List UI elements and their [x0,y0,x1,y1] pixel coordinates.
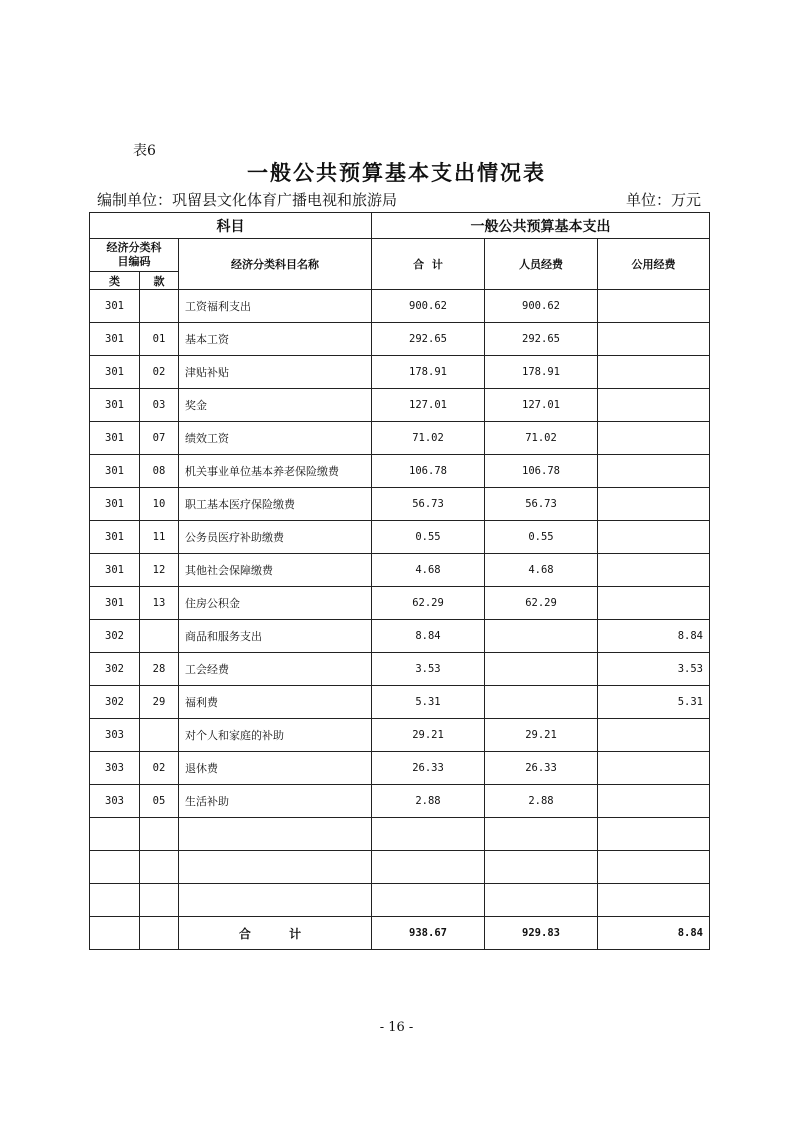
total-personnel: 929.83 [485,917,598,950]
cell-item: 07 [140,422,179,455]
cell-name: 住房公积金 [179,587,372,620]
cell-item [140,851,179,884]
table-row [90,851,710,884]
cell-total: 71.02 [372,422,485,455]
cell-personnel: 127.01 [485,389,598,422]
table-row [90,653,710,686]
cell-public [598,323,710,356]
cell-class: 301 [90,389,140,422]
cell-name: 工资福利支出 [179,290,372,323]
cell-item: 12 [140,554,179,587]
cell-personnel: 178.91 [485,356,598,389]
table-row [90,752,710,785]
cell-class: 302 [90,653,140,686]
cell-item: 28 [140,653,179,686]
header-public: 公用经费 [598,239,710,290]
cell-name: 绩效工资 [179,422,372,455]
page-title: 一般公共预算基本支出情况表 [247,161,546,185]
cell-total [372,818,485,851]
cell-name [179,818,372,851]
cell-class: 303 [90,752,140,785]
table-row [90,455,710,488]
cell-personnel: 4.68 [485,554,598,587]
cell-class: 301 [90,323,140,356]
cell-total: 5.31 [372,686,485,719]
cell-personnel [485,686,598,719]
cell-class: 301 [90,521,140,554]
cell-public: 3.53 [598,653,710,686]
header-econ-code: 经济分类科目编码 [90,239,179,272]
header-budget: 一般公共预算基本支出 [372,213,710,239]
cell-public [598,719,710,752]
cell-name [179,851,372,884]
cell-name: 对个人和家庭的补助 [179,719,372,752]
cell-personnel [485,818,598,851]
header-econ-name: 经济分类科目名称 [179,239,372,290]
table-row [90,422,710,455]
cell-item: 08 [140,455,179,488]
cell-name: 基本工资 [179,323,372,356]
table-row [90,719,710,752]
cell-item [140,884,179,917]
cell-total: 29.21 [372,719,485,752]
cell-public [598,356,710,389]
cell-personnel [485,851,598,884]
cell-public [598,884,710,917]
cell-class: 301 [90,488,140,521]
cell-total: 900.62 [372,290,485,323]
cell-item: 10 [140,488,179,521]
cell-name: 工会经费 [179,653,372,686]
cell-public [598,818,710,851]
cell-item: 01 [140,323,179,356]
cell-total: 56.73 [372,488,485,521]
unit-label: 单位：万元 [625,191,701,209]
cell-personnel: 29.21 [485,719,598,752]
cell-public: 5.31 [598,686,710,719]
cell-class: 301 [90,356,140,389]
unit-line [97,189,701,210]
cell-item: 05 [140,785,179,818]
cell-total: 8.84 [372,620,485,653]
cell-total: 178.91 [372,356,485,389]
cell-class: 301 [90,554,140,587]
cell-item: 02 [140,752,179,785]
page-number: - 16 - [379,1020,414,1035]
total-blank [140,917,179,950]
table-row [90,620,710,653]
cell-item: 11 [140,521,179,554]
table-row [90,785,710,818]
cell-item: 02 [140,356,179,389]
total-sum: 938.67 [372,917,485,950]
cell-name: 其他社会保障缴费 [179,554,372,587]
cell-class: 301 [90,587,140,620]
cell-class [90,884,140,917]
cell-name: 奖金 [179,389,372,422]
cell-personnel: 292.65 [485,323,598,356]
cell-personnel: 106.78 [485,455,598,488]
compiler-label: 编制单位：巩留县文化体育广播电视和旅游局 [97,191,398,209]
header-row-1 [90,213,710,239]
table-row [90,554,710,587]
cell-public [598,290,710,323]
cell-total: 292.65 [372,323,485,356]
cell-public [598,587,710,620]
cell-personnel [485,620,598,653]
cell-public [598,554,710,587]
table-row [90,389,710,422]
cell-personnel: 900.62 [485,290,598,323]
cell-personnel [485,653,598,686]
cell-total [372,851,485,884]
cell-public [598,389,710,422]
cell-name: 机关事业单位基本养老保险缴费 [179,455,372,488]
cell-name: 生活补助 [179,785,372,818]
cell-public [598,785,710,818]
total-row [90,917,710,950]
table-row [90,818,710,851]
cell-public [598,422,710,455]
cell-name: 福利费 [179,686,372,719]
table-label: 表6 [133,143,156,159]
cell-public: 8.84 [598,620,710,653]
cell-class: 303 [90,785,140,818]
cell-class: 303 [90,719,140,752]
cell-personnel: 56.73 [485,488,598,521]
cell-total: 127.01 [372,389,485,422]
header-subject: 科目 [90,213,372,239]
cell-personnel [485,884,598,917]
cell-total: 106.78 [372,455,485,488]
cell-name [179,884,372,917]
table-row [90,587,710,620]
cell-total: 0.55 [372,521,485,554]
cell-class: 301 [90,455,140,488]
header-personnel: 人员经费 [485,239,598,290]
cell-class: 302 [90,686,140,719]
total-label: 合 计 [179,917,372,950]
table-row [90,884,710,917]
cell-total: 4.68 [372,554,485,587]
cell-item: 03 [140,389,179,422]
total-public: 8.84 [598,917,710,950]
cell-item [140,620,179,653]
header-class: 类 [90,272,140,290]
cell-item [140,818,179,851]
cell-class [90,818,140,851]
cell-personnel: 71.02 [485,422,598,455]
cell-total: 2.88 [372,785,485,818]
cell-total: 62.29 [372,587,485,620]
cell-personnel: 0.55 [485,521,598,554]
cell-name: 商品和服务支出 [179,620,372,653]
cell-item: 29 [140,686,179,719]
table-row [90,290,710,323]
cell-class: 301 [90,290,140,323]
cell-total: 3.53 [372,653,485,686]
table-row [90,488,710,521]
cell-name: 退休费 [179,752,372,785]
cell-public [598,521,710,554]
cell-personnel: 62.29 [485,587,598,620]
cell-name: 津贴补贴 [179,356,372,389]
cell-class: 301 [90,422,140,455]
cell-public [598,752,710,785]
cell-item [140,290,179,323]
header-total: 合 计 [372,239,485,290]
cell-personnel: 2.88 [485,785,598,818]
cell-name: 职工基本医疗保险缴费 [179,488,372,521]
table-row [90,323,710,356]
cell-class: 302 [90,620,140,653]
table-row [90,356,710,389]
cell-total: 26.33 [372,752,485,785]
cell-item [140,719,179,752]
header-row-2 [90,239,710,272]
cell-public [598,851,710,884]
header-item: 款 [140,272,179,290]
cell-name: 公务员医疗补助缴费 [179,521,372,554]
cell-public [598,455,710,488]
cell-public [598,488,710,521]
budget-table [89,212,710,950]
cell-personnel: 26.33 [485,752,598,785]
cell-total [372,884,485,917]
cell-class [90,851,140,884]
total-blank [90,917,140,950]
table-row [90,521,710,554]
table-row [90,686,710,719]
cell-item: 13 [140,587,179,620]
